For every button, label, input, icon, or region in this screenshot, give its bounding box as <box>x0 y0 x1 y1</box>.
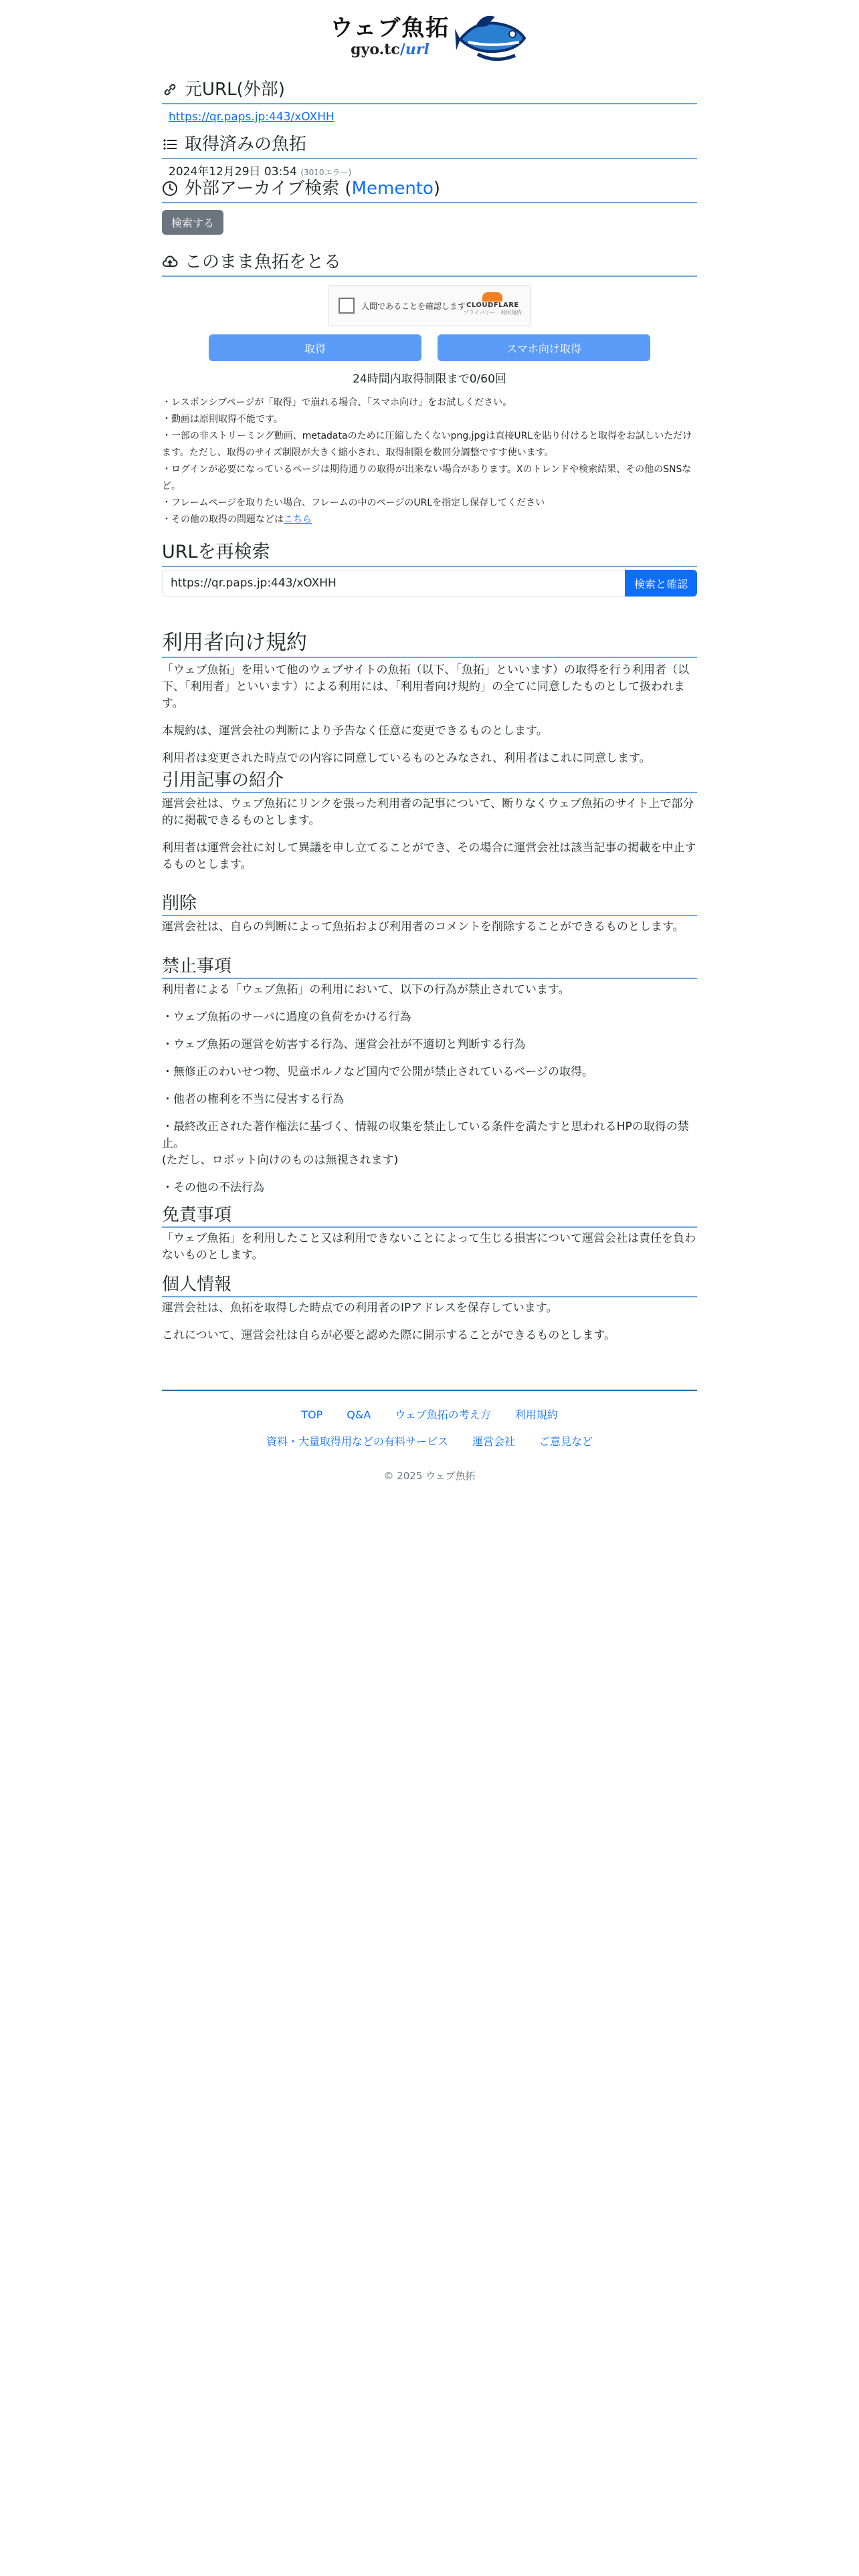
privacy-heading: 個人情報 <box>162 1273 697 1297</box>
terms-title: 利用者向け規約 <box>162 629 697 658</box>
original-url-section <box>162 78 697 126</box>
logo-text <box>330 15 450 58</box>
prohibited-item: ・最終改正された著作権法に基づく、情報の収集を禁止している条件を満たすと思われるHPの取得の禁止。 <box>162 1120 689 1150</box>
terms-paragraph: 利用者は変更された時点での内容に同意しているものとみなされ、利用者はこれに同意します。 <box>162 752 651 765</box>
research-button[interactable]: 検索と確認 <box>625 570 697 597</box>
cloudflare-brand: CLOUDFLARE <box>466 302 519 309</box>
cloudflare-badge <box>464 292 522 316</box>
quote-heading: 引用記事の紹介 <box>162 769 697 793</box>
logo-url-word: url <box>405 41 430 58</box>
footer <box>162 1390 697 1483</box>
clock-icon <box>162 181 178 197</box>
prohibited-section <box>162 955 697 1196</box>
prohibited-heading: 禁止事項 <box>162 955 697 979</box>
footer-link-feedback[interactable]: ご意見など <box>539 1435 593 1448</box>
disclaimer-section <box>162 1204 697 1264</box>
page-container <box>162 0 697 1482</box>
footer-link-qa[interactable]: Q&A <box>347 1408 371 1421</box>
prohibited-item: ・ウェブ魚拓の運営を妨害する行為、運営会社が不適切と判断する行為 <box>162 1038 526 1051</box>
prohibited-item: ・その他の不法行為 <box>162 1181 264 1194</box>
note-item <box>162 512 697 528</box>
disclaimer-paragraph: 「ウェブ魚拓」を利用したこと又は利用できないことによって生じる損害について運営会社は責任を負わないものとします。 <box>162 1232 696 1262</box>
copyright: © 2025 ウェブ魚拓 <box>383 1470 476 1482</box>
research-section <box>162 540 697 597</box>
privacy-paragraph: 運営会社は、魚拓を取得した時点での利用者のIPアドレスを保存しています。 <box>162 1301 558 1315</box>
delete-section <box>162 892 697 936</box>
notes-here-link[interactable]: こちら <box>284 514 312 525</box>
cloudflare-icon <box>482 292 502 302</box>
original-url-heading <box>162 78 697 104</box>
quote-paragraph: 利用者は運営会社に対して異議を申し立てることができ、その場合に運営会社は該当記事の掲載を中止するものとします。 <box>162 841 696 871</box>
archive-heading-prefix: 外部アーカイブ検索 ( <box>185 179 352 199</box>
note-item: ・ログインが必要になっているページは期待通りの取得が出来ない場合があります。Xのトレンドや検索結果、その他のSNSなど。 <box>162 464 692 492</box>
prohibited-item: (ただし、ロボット向けのものは無視されます) <box>162 1154 399 1167</box>
captcha-checkbox[interactable] <box>339 298 355 314</box>
footer-link-paid-service[interactable]: 資料・大量取得用などの有料サービス <box>266 1435 448 1448</box>
prohibited-item: 利用者による「ウェブ魚拓」の利用において、以下の行為が禁止されています。 <box>162 983 570 996</box>
note-item: ・レスポンシブページが「取得」で崩れる場合、「スマホ向け」をお試しください。 <box>162 397 512 408</box>
memento-link[interactable]: Memento <box>351 179 434 199</box>
terms-paragraph: 「ウェブ魚拓」を用いて他のウェブサイトの魚拓（以下、「魚拓」といいます）の取得を行う利用者（以下、「利用者」といいます）による利用には、「利用者向け規約」の全てに同意したものとして扱われます。 <box>162 663 689 710</box>
disclaimer-heading: 免責事項 <box>162 1204 697 1228</box>
research-heading: URLを再検索 <box>162 540 697 567</box>
list-icon <box>162 136 178 152</box>
archive-heading-suffix: ) <box>433 179 441 199</box>
cloud-upload-icon <box>162 254 178 270</box>
note-item: ・一部の非ストリーミング動画、metadataのために圧縮したくないpng,jpgは直接URLを貼り付けると取得をお試しいただけます。ただし、取得のサイズ制限が大きく縮小され、取得制限を数回分調整ですす使います。 <box>162 431 692 458</box>
acquire-button[interactable]: 取得 <box>209 334 421 361</box>
acquired-section <box>162 132 697 181</box>
capture-heading <box>162 250 697 277</box>
capture-section <box>162 250 697 528</box>
privacy-paragraph: これについて、運営会社は自らが必要と認めた際に開示することができるものとします。 <box>162 1329 615 1342</box>
footer-nav <box>222 1391 637 1455</box>
site-logo[interactable] <box>162 0 697 67</box>
footer-link-philosophy[interactable]: ウェブ魚拓の考え方 <box>395 1408 491 1421</box>
research-form <box>162 570 697 597</box>
quote-section <box>162 769 697 873</box>
acquire-limit-text: 24時間内取得制限まで0/60回 <box>353 372 506 386</box>
research-url-input[interactable]: https://qr.paps.jp:443/xOXHH <box>162 570 625 597</box>
footer-link-top[interactable]: TOP <box>301 1408 323 1421</box>
acquired-error-note: (3010エラー) <box>300 168 352 177</box>
archive-section <box>162 177 697 235</box>
capture-heading-text: このまま魚拓をとる <box>185 252 342 272</box>
terms-section <box>162 629 697 767</box>
cloudflare-links[interactable]: プライバシー · 利用規約 <box>463 310 522 316</box>
note-text: ・その他の取得の問題などは <box>162 514 284 525</box>
prohibited-item: ・他者の権利を不当に侵害する行為 <box>162 1093 344 1106</box>
acquired-date: 2024年12月29日 03:54 <box>169 165 297 179</box>
link-icon <box>162 82 178 98</box>
fish-logo-icon <box>455 7 529 65</box>
logo-domain-name: gyo.tc <box>351 41 400 58</box>
footer-link-terms[interactable]: 利用規約 <box>514 1408 558 1421</box>
logo-domain <box>351 41 430 58</box>
terms-paragraph: 本規約は、運営会社の判断により予告なく任意に変更できるものとします。 <box>162 724 548 738</box>
delete-paragraph: 運営会社は、自らの判断によって魚拓および利用者のコメントを削除することができるものとします。 <box>162 920 684 934</box>
acquired-heading-text: 取得済みの魚拓 <box>185 134 307 154</box>
capture-notes <box>162 388 697 528</box>
logo-title: ウェブ魚拓 <box>330 15 450 41</box>
logo-slash: / <box>399 41 405 58</box>
original-url-link[interactable]: https://qr.paps.jp:443/xOXHH <box>169 110 335 124</box>
captcha-label: 人間であることを確認します <box>361 301 466 311</box>
archive-search-button[interactable]: 検索する <box>162 210 223 235</box>
privacy-section <box>162 1273 697 1344</box>
acquired-heading <box>162 132 697 159</box>
delete-heading: 削除 <box>162 892 697 916</box>
mobile-acquire-button[interactable]: スマホ向け取得 <box>438 334 650 361</box>
note-item: ・動画は原則取得不能です。 <box>162 414 283 425</box>
original-url-heading-text: 元URL(外部) <box>185 80 285 100</box>
quote-paragraph: 運営会社は、ウェブ魚拓にリンクを張った利用者の記事について、断りなくウェブ魚拓のサイト上で部分的に掲載できるものとします。 <box>162 797 694 827</box>
footer-link-company[interactable]: 運営会社 <box>472 1435 515 1448</box>
prohibited-item: ・ウェブ魚拓のサーバに過度の負荷をかける行為 <box>162 1010 411 1024</box>
prohibited-item: ・無修正のわいせつ物、児童ポルノなど国内で公開が禁止されているページの取得。 <box>162 1065 593 1079</box>
turnstile-widget <box>328 285 531 326</box>
note-item: ・フレームページを取りたい場合、フレームの中のページのURLを指定し保存してください <box>162 498 545 508</box>
archive-heading <box>162 177 697 203</box>
